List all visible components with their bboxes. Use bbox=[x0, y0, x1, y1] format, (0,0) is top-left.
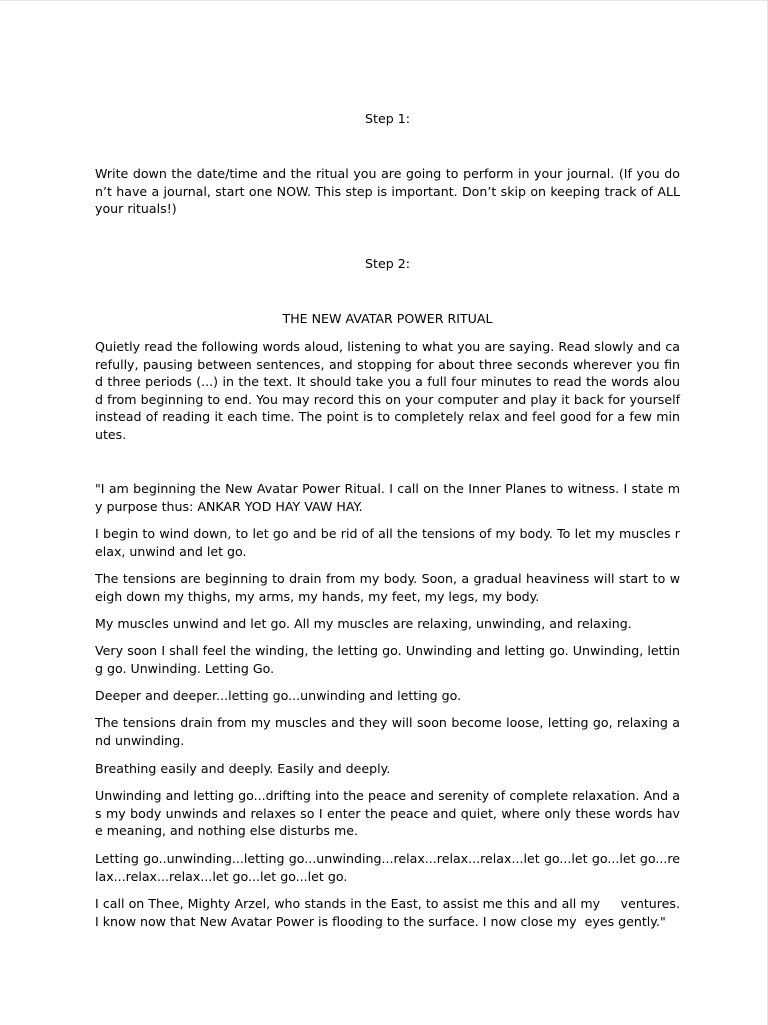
ritual-paragraph: Deeper and deeper...letting go...unwinding and letting go. bbox=[95, 688, 462, 703]
step-2-heading: Step 2: bbox=[365, 256, 410, 271]
step-1-heading: Step 1: bbox=[365, 111, 410, 126]
ritual-paragraph: The tensions drain from my muscles and they will soon become loose, letting go, relaxing and unwinding. bbox=[95, 715, 680, 748]
ritual-paragraph: I call on Thee, Mighty Arzel, who stands in the East, to assist me this and all my ventures. I know now that New Avatar Power is flooding to the surface. I now close my eyes gently." bbox=[95, 896, 685, 929]
ritual-paragraph: Breathing easily and deeply. Easily and deeply. bbox=[95, 761, 391, 776]
ritual-paragraph: Unwinding and letting go...drifting into the peace and serenity of complete relaxation. And as my body unwinds and relaxes so I enter the peace and quiet, where only these words have meaning, and nothing else disturbs me. bbox=[95, 788, 680, 838]
ritual-paragraph: My muscles unwind and let go. All my muscles are relaxing, unwinding, and relaxing. bbox=[95, 616, 632, 631]
ritual-paragraph: Letting go..unwinding...letting go...unwinding...relax...relax...relax...let go...let go...let go...relax...relax...relax...let go...let go...let go. bbox=[95, 851, 680, 884]
instructions-paragraph: Quietly read the following words aloud, listening to what you are saying. Read slowly and carefully, pausing between sentences, and stopping for about three seconds wherever you find three periods (...) in the text. It should take you a full four minutes to read the words aloud from beginning to end. You may record this on your computer and play it back for yourself instead of reading it each time. The point is to completely relax and feel good for a few minutes. bbox=[95, 339, 680, 442]
ritual-paragraph: I begin to wind down, to let go and be rid of all the tensions of my body. To let my muscles relax, unwind and let go. bbox=[95, 526, 680, 559]
ritual-paragraph: Very soon I shall feel the winding, the letting go. Unwinding and letting go. Unwinding, letting go. Unwinding. Letting Go. bbox=[95, 643, 680, 676]
step-1-text: Write down the date/time and the ritual you are going to perform in your journal. (If you don’t have a journal, start one NOW. This step is important. Don’t skip on keeping track of ALL your rituals!) bbox=[95, 166, 680, 216]
ritual-paragraph: The tensions are beginning to drain from my body. Soon, a gradual heaviness will start to weigh down my thighs, my arms, my hands, my feet, my legs, my body. bbox=[95, 571, 680, 604]
ritual-title: THE NEW AVATAR POWER RITUAL bbox=[282, 311, 493, 326]
ritual-paragraph: "I am beginning the New Avatar Power Ritual. I call on the Inner Planes to witness. I state my purpose thus: ANKAR YOD HAY VAW HAY. bbox=[95, 481, 680, 514]
